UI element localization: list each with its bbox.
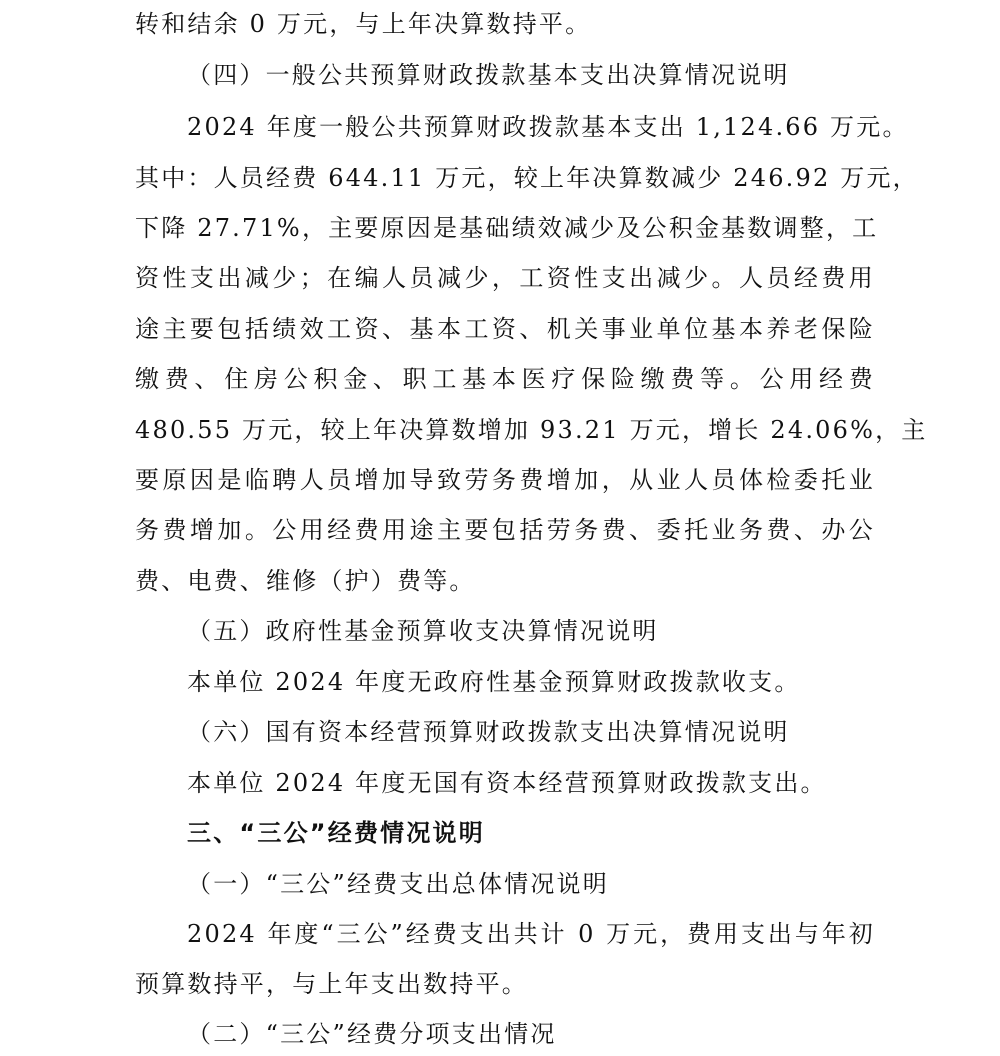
body-text-line: 要原因是临聘人员增加导致劳务费增加，从业人员体检委托业 <box>135 466 875 494</box>
body-text-line: 2024 年度“三公”经费支出共计 0 万元，费用支出与年初 <box>187 920 875 948</box>
section-heading-4: （四）一般公共预算财政拨款基本支出决算情况说明 <box>187 61 790 89</box>
section-heading-5: （五）政府性基金预算收支决算情况说明 <box>187 617 659 645</box>
body-text-line: 预算数持平，与上年支出数持平。 <box>135 970 528 998</box>
section-heading-6: （六）国有资本经营预算财政拨款支出决算情况说明 <box>187 718 790 746</box>
body-text-line: 资性支出减少；在编人员减少，工资性支出减少。人员经费用 <box>135 264 875 292</box>
body-text-line: 途主要包括绩效工资、基本工资、机关事业单位基本养老保险 <box>135 315 875 343</box>
body-text-line: 其中：人员经费 644.11 万元，较上年决算数减少 246.92 万元， <box>135 164 919 192</box>
subsection-heading-1: （一）“三公”经费支出总体情况说明 <box>187 870 609 898</box>
body-text-line: 下降 27.71%，主要原因是基础绩效减少及公积金基数调整，工 <box>135 214 879 242</box>
body-text-line: 480.55 万元，较上年决算数增加 93.21 万元，增长 24.06%，主 <box>135 416 928 444</box>
body-text-line: 费、电费、维修（护）费等。 <box>135 567 476 595</box>
body-text-line: 缴费、住房公积金、职工基本医疗保险缴费等。公用经费 <box>135 365 875 393</box>
subsection-heading-2: （二）“三公”经费分项支出情况 <box>187 1020 557 1048</box>
body-text-line: 本单位 2024 年度无国有资本经营预算财政拨款支出。 <box>187 769 827 797</box>
body-text-line: 转和结余 0 万元，与上年决算数持平。 <box>135 10 592 38</box>
body-text-line: 2024 年度一般公共预算财政拨款基本支出 1,124.66 万元。 <box>187 113 909 141</box>
body-text-line: 本单位 2024 年度无政府性基金预算财政拨款收支。 <box>187 668 801 696</box>
body-text-line: 务费增加。公用经费用途主要包括劳务费、委托业务费、办公 <box>135 516 875 544</box>
chapter-heading: 三、“三公”经费情况说明 <box>187 819 485 847</box>
